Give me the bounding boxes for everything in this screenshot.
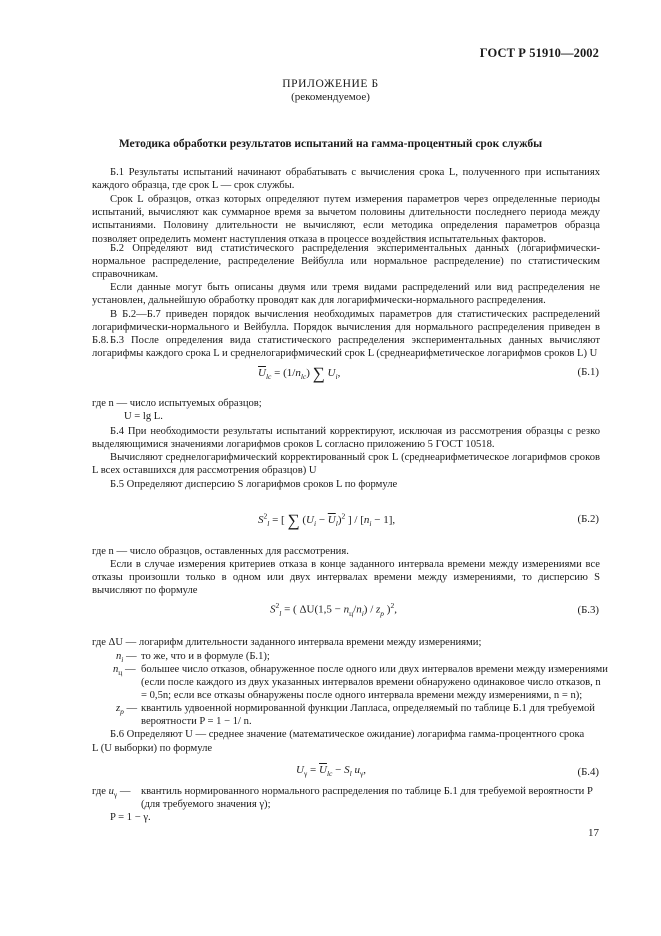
paragraph-b1b: Срок L образцов, отказ которых определяют путем измерения параметров через определенные периоды испытаний, вычисляют как суммарное время за вычетом половины длительности последнего периода между испытаниями. Половину длительности не вычисляют, если методика определения параметров образца позволяет определить момент наступления отказа в процессе воздействия испытательных факторов.: [92, 194, 600, 245]
where-zp-b: вероятности P = 1 − 1/ n.: [141, 716, 252, 727]
equation-number-b1: (Б.1): [577, 366, 599, 378]
paragraph-b3: Б.3 После определения вида статистического распределения экспериментальных данных вычисляют логарифмы каждого срока L и среднелогарифмический срок L (среднеарифметическое логарифмов сроков L) U: [92, 335, 600, 360]
where-nc-a: большее число отказов, обнаруженное после одного или двух интервалов времени между измерениями: [141, 664, 608, 675]
paragraph-b6b: L (U выборки) по формуле: [92, 743, 213, 754]
equation-number-b3: (Б.3): [577, 604, 599, 616]
standard-header: ГОСТ Р 51910—2002: [479, 46, 599, 60]
where-zp-symbol: $z_p$ —: [116, 703, 138, 717]
where-nc-symbol: $n_ц$ —: [113, 664, 136, 678]
paragraph-b1: Б.1 Результаты испытаний начинают обрабатывать с вычисления срока L, полученного при испытаниях каждого образца, где срок L — срок службы.: [92, 167, 600, 192]
paragraph-b2c: В Б.2—Б.7 приведен порядок вычисления необходимых параметров для статистических распределений логарифмически-нормального и Вейбулла. Порядок вычисления для нормального распределения приведен в Б.8.: [92, 309, 600, 347]
where-delta-u: где ΔU — логарифм длительности заданного интервала времени между измерениями;: [92, 637, 482, 648]
paragraph-b5-where: где n — число образцов, оставленных для рассмотрения.: [92, 546, 349, 557]
where-ni-symbol: $n_i$ —: [116, 651, 137, 665]
where-u-gamma-symbol: где $u_\gamma$ —: [92, 786, 131, 800]
where-u-gamma-a: квантиль нормированного нормального распределения по таблице Б.1 для требуемой вероятности P: [141, 786, 593, 797]
paragraph-b3-ui: U = lg L.: [124, 411, 163, 422]
where-zp-a: квантиль удвоенной нормированной функции Лапласа, определяемый по таблице Б.1 для требуемой: [141, 703, 595, 714]
appendix-subtitle: (рекомендуемое): [291, 91, 370, 103]
paragraph-b2: Б.2 Определяют вид статистического распределения экспериментальных данных (логарифмически-нормальное распределение, распределение Вейбулла или нормальное распределение) по статистическим справочникам.: [92, 243, 600, 281]
where-nc-b: (если после каждого из двух указанных интервалов времени обнаружено одинаковое число отказов, n: [141, 677, 601, 688]
paragraph-b6: Б.6 Определяют U — среднее значение (математическое ожидание) логарифма гамма-процентного срока: [110, 729, 585, 740]
appendix-title: ПРИЛОЖЕНИЕ Б: [282, 78, 379, 90]
section-title: Методика обработки результатов испытаний на гамма-процентный срок службы: [118, 138, 543, 150]
equation-number-b4: (Б.4): [577, 766, 599, 778]
equation-b4: $U_\gamma = \overline{U}_{lc} - S_l$ $u_\gamma$,: [296, 764, 367, 779]
paragraph-b5: Б.5 Определяют дисперсию S логарифмов сроков L по формуле: [110, 479, 398, 490]
paragraph-b5b: Если в случае измерения критериев отказа в конце заданного интервала времени между измерениями все отказы произошли только в одном или двух интервалах времени между измерениями, то дисперсию S вычисляют по формуле: [92, 559, 600, 597]
where-ni: то же, что и в формуле (Б.1);: [141, 651, 270, 662]
where-u-gamma-b: (для требуемого значения γ);: [141, 799, 271, 810]
equation-b2: $S^2_l$ = [ ∑ $(U_i - \overline{U}_l)^2$ ] / $[n_i - 1]$,: [258, 511, 396, 530]
paragraph-b3-where: где n — число испытуемых образцов;: [92, 398, 262, 409]
paragraph-b4: Б.4 При необходимости результаты испытаний корректируют, исключая из рассмотрения образцы с резко выделяющимися значениями логарифмов сроков L согласно приложению 5 ГОСТ 10518.: [92, 426, 600, 451]
equation-number-b2: (Б.2): [577, 513, 599, 525]
page-number: 17: [588, 827, 599, 839]
paragraph-b4b: Вычисляют среднелогарифмический корректированный срок L (среднеарифметическое логарифмов сроков L всех оставшихся для рассмотрения образцов) U: [92, 452, 600, 477]
paragraph-b2b: Если данные могут быть описаны двумя или тремя видами распределений или вид распределения не установлен, дальнейшую обработку проводят как для логарифмически-нормального распределения.: [92, 282, 600, 307]
equation-b1: $\overline{U}_{lc} = (1/n_{lc})$ ∑ $U_i$,: [258, 364, 341, 383]
where-nc-c: = 0,5n; если все отказы обнаружены после одного интервала времени между измерениями, n = n);: [141, 690, 583, 701]
where-u-gamma-c: P = 1 − γ.: [110, 812, 151, 823]
equation-b3: $S^2_l$ = ( $\Delta U(1,5 - n_ц/n_i) / z_p$ )$^2$,: [270, 601, 397, 618]
